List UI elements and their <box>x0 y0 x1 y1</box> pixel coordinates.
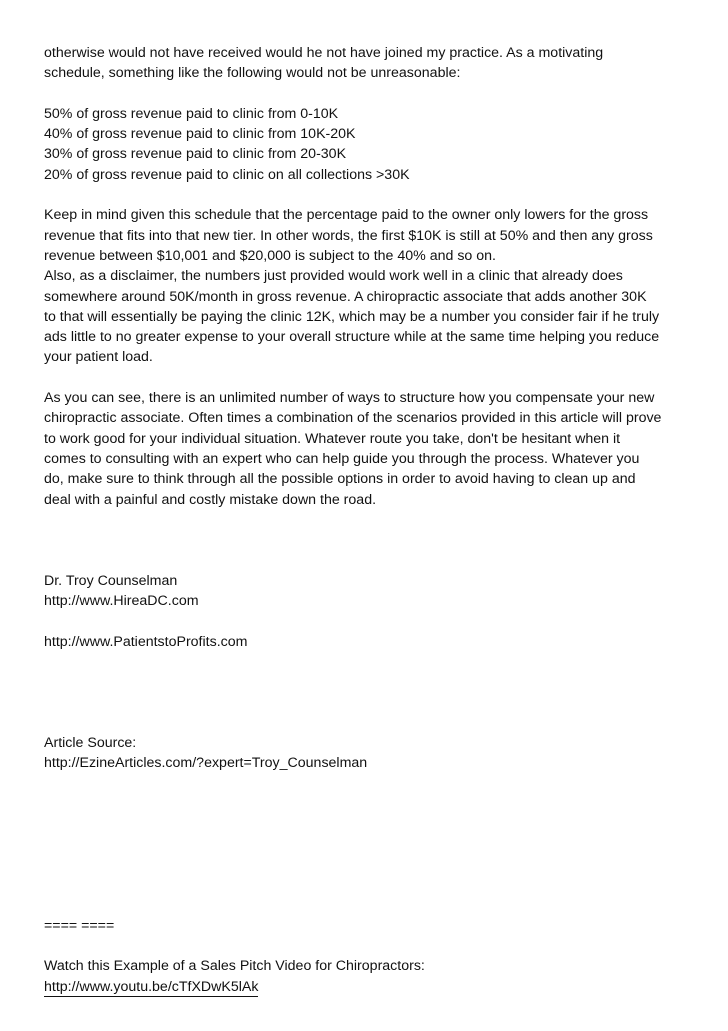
revenue-schedule <box>44 104 694 185</box>
paragraph-line: deal with a painful and costly mistake down the road. <box>44 491 377 508</box>
spacer <box>44 936 694 956</box>
spacer <box>44 185 694 205</box>
intro-paragraph <box>44 43 694 84</box>
paragraph-line: Also, as a disclaimer, the numbers just provided would work well in a clinic that already does <box>44 268 623 285</box>
schedule-line: 20% of gross revenue paid to clinic on all collections >30K <box>44 166 410 183</box>
spacer <box>44 652 694 733</box>
article-source-label: Article Source: <box>44 735 137 752</box>
article-source-url: http://EzineArticles.com/?expert=Troy_Counselman <box>44 755 368 772</box>
spacer <box>44 611 694 631</box>
schedule-line: 40% of gross revenue paid to clinic from 10K-20K <box>44 126 356 143</box>
video-link[interactable]: http://www.youtu.be/cTfXDwK5lAk <box>44 978 259 995</box>
paragraph-line: do, make sure to think through all the possible options in order to avoid having to clean up and <box>44 471 636 488</box>
article-source <box>44 733 694 774</box>
footer-section <box>44 916 694 997</box>
spacer <box>44 510 694 571</box>
paragraph-line: chiropractic associate. Often times a combination of the scenarios provided in this article will prove <box>44 410 662 427</box>
paragraph-line: ads little to no greater expense to your overall structure while at the same time helping you reduce <box>44 329 660 346</box>
paragraph-line: comes to consulting with an expert who can help guide you through the process. Whatever you <box>44 450 640 467</box>
conclusion-paragraph <box>44 388 694 510</box>
footer-separator: ==== ==== <box>44 917 115 934</box>
intro-line: otherwise would not have received would he not have joined my practice. As a motivating <box>44 45 604 61</box>
intro-line: schedule, something like the following would not be unreasonable: <box>44 65 461 82</box>
spacer <box>44 84 694 104</box>
video-link-line <box>44 977 694 997</box>
document-page <box>44 43 694 997</box>
spacer <box>44 774 694 916</box>
author-name: Dr. Troy Counselman <box>44 572 178 589</box>
paragraph-line: Keep in mind given this schedule that the percentage paid to the owner only lowers for the gross <box>44 207 649 224</box>
schedule-line: 30% of gross revenue paid to clinic from 20-30K <box>44 146 347 163</box>
author-signature <box>44 571 694 652</box>
paragraph-line: to work good for your individual situation. Whatever route you take, don't be hesitant when it <box>44 430 621 447</box>
paragraph-line: revenue between $10,001 and $20,000 is subject to the 40% and so on. <box>44 247 496 264</box>
author-website-patientstoprofits: http://www.PatientstoProfits.com <box>44 633 248 650</box>
spacer <box>44 368 694 388</box>
paragraph-line: to that will essentially be paying the clinic 12K, which may be a number you consider fair if he truly <box>44 308 660 325</box>
tier-explanation-paragraph <box>44 205 694 367</box>
paragraph-line: revenue that fits into that new tier. In other words, the first $10K is still at 50% and then any gross <box>44 227 653 244</box>
schedule-line: 50% of gross revenue paid to clinic from 0-10K <box>44 105 339 122</box>
video-label: Watch this Example of a Sales Pitch Video for Chiropractors: <box>44 958 425 975</box>
paragraph-line: your patient load. <box>44 349 153 366</box>
paragraph-line: somewhere around 50K/month in gross revenue. A chiropractic associate that adds another 30K <box>44 288 647 305</box>
paragraph-line: As you can see, there is an unlimited number of ways to structure how you compensate your new <box>44 390 655 407</box>
author-website-hireadc: http://www.HireaDC.com <box>44 593 199 610</box>
